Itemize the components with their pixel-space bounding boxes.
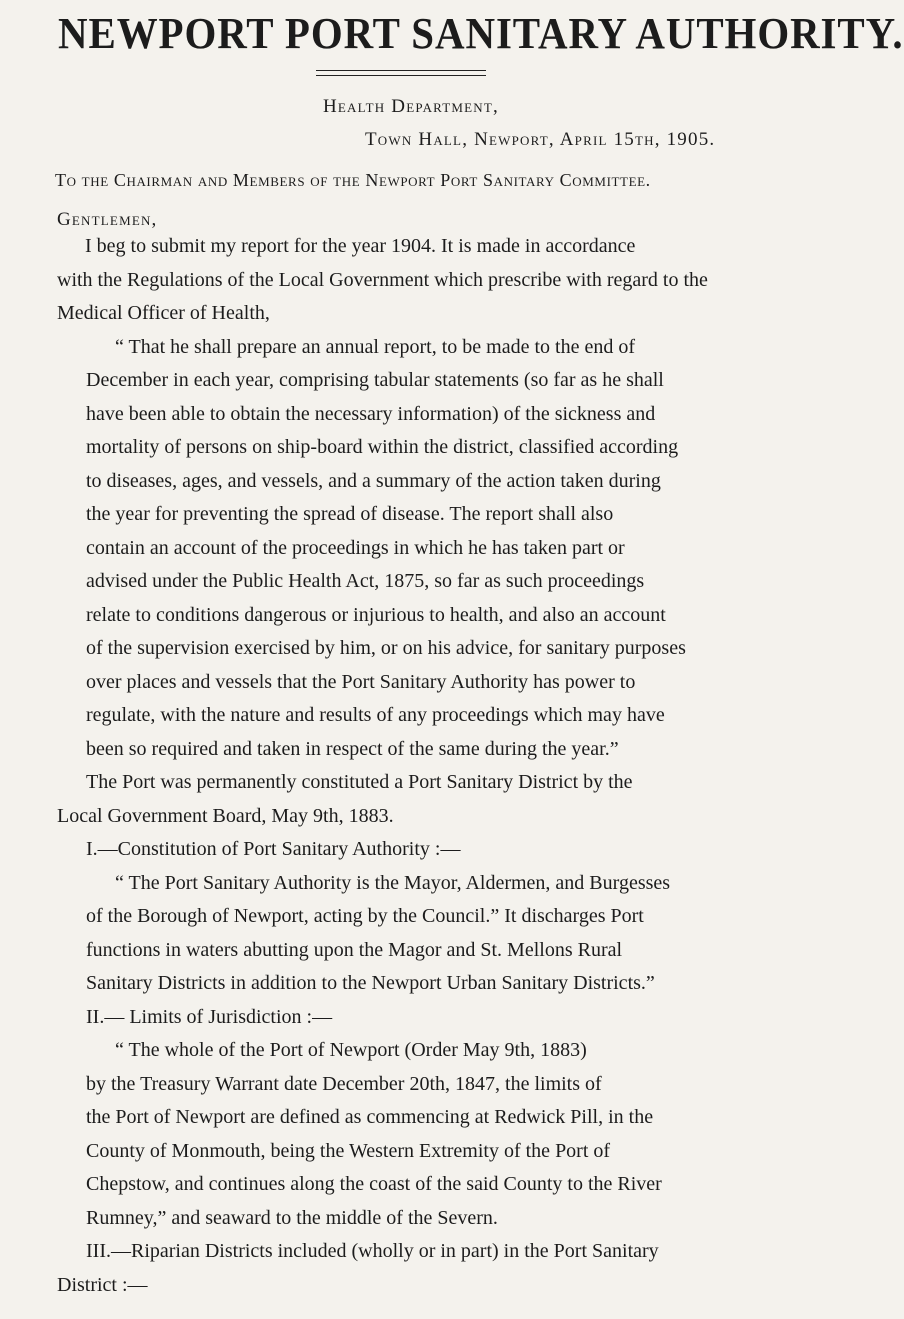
quote-line: relate to conditions dangerous or injurious to health, and also an account (86, 604, 666, 626)
salutation: Gentlemen, (57, 209, 158, 230)
title-rule-bottom (316, 75, 486, 76)
body-line: “ The whole of the Port of Newport (Order May 9th, 1883) (115, 1039, 587, 1061)
body-line: The Port was permanently constituted a Port Sanitary District by the (86, 771, 633, 793)
body-line: functions in waters abutting upon the Magor and St. Mellons Rural (86, 939, 623, 961)
body-line: Local Government Board, May 9th, 1883. (57, 805, 394, 827)
quote-line: advised under the Public Health Act, 1875, so far as such proceedings (86, 570, 645, 592)
addressee-line: To the Chairman and Members of the Newport Port Sanitary Committee. (55, 170, 651, 190)
body-line: I beg to submit my report for the year 1904. It is made in accordance (85, 235, 636, 257)
document-title: NEWPORT PORT SANITARY AUTHORITY. (58, 9, 904, 58)
quote-line: over places and vessels that the Port Sanitary Authority has power to (86, 671, 636, 693)
title-rule-top (316, 70, 486, 71)
body-line: “ The Port Sanitary Authority is the Mayor, Aldermen, and Burgesses (115, 872, 671, 894)
quote-line: have been able to obtain the necessary information) of the sickness and (86, 403, 656, 425)
address-date-line: Town Hall, Newport, April 15th, 1905. (365, 129, 716, 150)
section-heading-3: III.—Riparian Districts included (wholly or in part) in the Port Sanitary (86, 1240, 659, 1262)
body-line: County of Monmouth, being the Western Extremity of the Port of (86, 1140, 611, 1162)
quote-line: to diseases, ages, and vessels, and a summary of the action taken during (86, 470, 661, 492)
section-heading-2: II.— Limits of Jurisdiction :— (86, 1006, 333, 1028)
body-line: Rumney,” and seaward to the middle of the Severn. (86, 1207, 498, 1229)
body-line: Sanitary Districts in addition to the Newport Urban Sanitary Districts.” (86, 972, 655, 994)
quote-line: the year for preventing the spread of disease. The report shall also (86, 503, 614, 525)
body-line: the Port of Newport are defined as commencing at Redwick Pill, in the (86, 1106, 654, 1128)
quote-line: of the supervision exercised by him, or on his advice, for sanitary purposes (86, 637, 686, 659)
quote-line: been so required and taken in respect of the same during the year.” (86, 738, 619, 760)
section-heading-1: I.—Constitution of Port Sanitary Authority :— (86, 838, 461, 860)
body-line: with the Regulations of the Local Government which prescribe with regard to the (57, 269, 708, 291)
body-line: Chepstow, and continues along the coast of the said County to the River (86, 1173, 662, 1195)
body-line: of the Borough of Newport, acting by the Council.” It discharges Port (86, 905, 644, 927)
quote-line: December in each year, comprising tabular statements (so far as he shall (86, 369, 664, 391)
body-line: District :— (57, 1274, 148, 1296)
quote-line: “ That he shall prepare an annual report, to be made to the end of (115, 336, 635, 358)
department-line: Health Department, (323, 96, 499, 117)
body-line: by the Treasury Warrant date December 20th, 1847, the limits of (86, 1073, 602, 1095)
quote-line: mortality of persons on ship-board within the district, classified according (86, 436, 679, 458)
quote-line: contain an account of the proceedings in which he has taken part or (86, 537, 625, 559)
body-line: Medical Officer of Health, (57, 302, 270, 324)
quote-line: regulate, with the nature and results of any proceedings which may have (86, 704, 665, 726)
